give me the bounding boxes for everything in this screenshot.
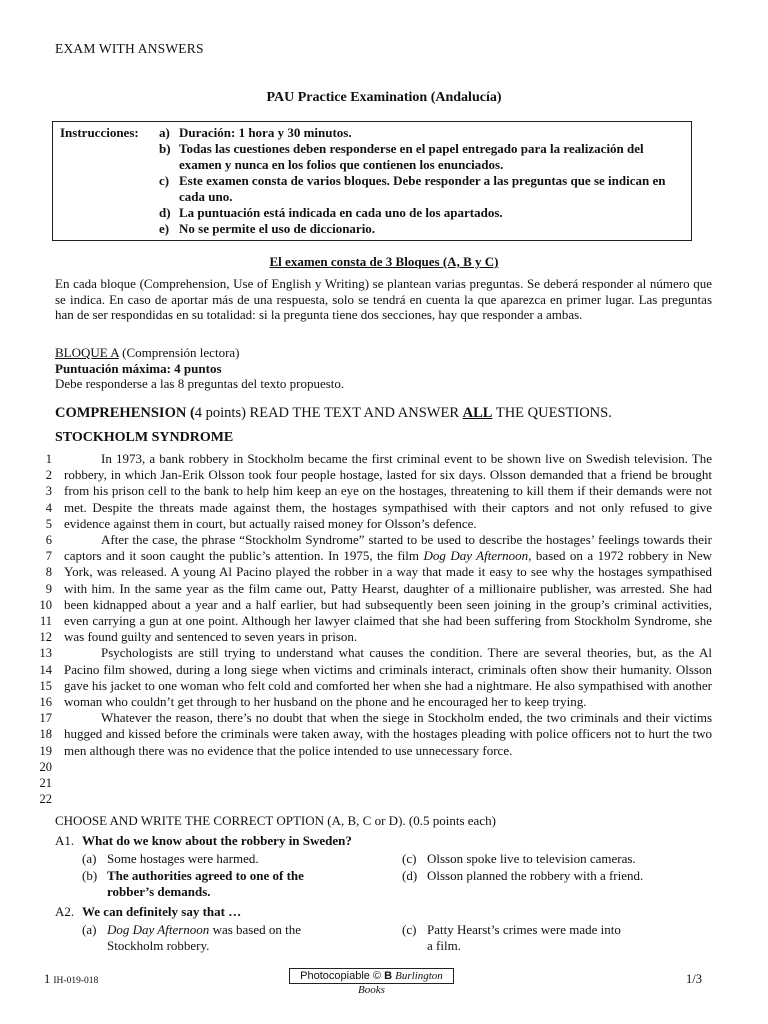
option-letter: (a): [82, 922, 97, 937]
bloques-title: El examen consta de 3 Bloques (A, B y C): [269, 254, 499, 269]
question-number: A2.: [55, 904, 75, 919]
burlington-logo-icon: B: [384, 970, 393, 982]
instruction-text: Todas las cuestiones deben responderse en el papel entregado para la realización del examen y nunca en los folios que contienen los enunciados.: [179, 141, 644, 172]
instruction-text: Duración: 1 hora y 30 minutos.: [179, 125, 352, 140]
question-number: A1.: [55, 833, 75, 848]
bloque-a-points: Puntuación máxima: 4 puntos: [55, 360, 222, 376]
line-number: 17: [39, 711, 52, 726]
line-number: 13: [39, 646, 52, 661]
footer-page-number: 1: [44, 972, 51, 986]
footer-left: [44, 972, 98, 987]
bloque-a-label: BLOQUE A: [55, 345, 119, 360]
line-number: 1: [45, 452, 52, 466]
comprehension-rest: THE QUESTIONS.: [492, 405, 612, 421]
photocopiable-badge: [289, 968, 454, 996]
exam-header-label: EXAM WITH ANSWERS: [55, 41, 204, 56]
option-letter: (d): [402, 868, 418, 883]
bloque-a-note: Debe responderse a las 8 preguntas del texto propuesto.: [55, 376, 345, 391]
line-number: 9: [45, 581, 52, 596]
line-number: 5: [45, 516, 52, 531]
option-text: The authorities agreed to one of the robber’s demands.: [107, 868, 304, 899]
option-text: Olsson planned the robbery with a friend.: [427, 868, 644, 883]
line-numbers: [30, 451, 52, 807]
question-stem: What do we know about the robbery in Sweden?: [82, 833, 352, 848]
instruction-text: Este examen consta de varios bloques. Debe responder a las preguntas que se indican en cada uno.: [179, 173, 666, 204]
exam-title: PAU Practice Examination (Andalucía): [266, 90, 502, 105]
question-a1: [55, 833, 352, 849]
instruction-letter: b): [159, 141, 171, 156]
instruction-letter: e): [159, 221, 170, 236]
film-title: Dog Day Afternoon: [107, 922, 210, 937]
instruction-text: No se permite el uso de diccionario.: [179, 221, 376, 236]
paragraph-3: Psychologists are still trying to understand what causes the condition. There are several theories, but, as the Al Pacino film showed, during a long siege when victims and criminals interact, criminals often show their humanity. Olsson gave his jacket to one woman who felt cold and comforted her when she had a nightmare. He also sympathised with another woman who couldn’t get through to her husband on the phone and he encouraged her to keep trying.: [64, 645, 712, 710]
bloque-a-subtitle: (Comprensión lectora): [118, 345, 240, 360]
publisher-name: Burlington Books: [358, 970, 443, 996]
reading-text: [64, 451, 712, 759]
line-number: 7: [45, 549, 52, 564]
paragraph-4: Whatever the reason, there’s no doubt that when the siege in Stockholm ended, the two criminals and their victims hugged and kissed before the criminals were taken away, with the hostages pleading with police officers not to hurt the two men although there was no evidence that the police intended to use unnecessary force.: [64, 710, 712, 758]
line-number: 14: [39, 662, 52, 677]
paragraph-1: In 1973, a bank robbery in Stockholm became the first criminal event to be shown live on Swedish television. The robbery, in which Jan-Erik Olsson took four people hostage, lasted for six days. Olsson demanded that a friend be brought from his prison cell to the bank to help him keep an eye on the hostages, threatening to kill them if their demands were not met. Despite the threats made against them, the hostages sympathised with their captors and not only refused to give evidence against them in court, but actually raised money for Olsson’s defence.: [64, 451, 712, 531]
option-letter: (b): [82, 868, 98, 883]
footer-page-count: 1/3: [686, 972, 702, 986]
instruction-letter: a): [159, 125, 170, 140]
instructions-box: [52, 121, 692, 241]
paragraph-2: [64, 532, 712, 645]
instruction-item: [159, 173, 679, 205]
line-number: 16: [39, 695, 52, 710]
paragraph-2-part: After the case, the phrase “Stockholm Syndrome” started to be used to describe the hostages’ feelings towards their captors and it soon caught the public’s attention. In 1975, the film: [64, 532, 712, 564]
option-a2-c: [402, 922, 622, 954]
instruction-item: [159, 221, 679, 237]
line-number: 10: [39, 597, 52, 612]
comprehension-points: 4 points) READ THE TEXT AND ANSWER: [194, 405, 463, 421]
option-a2-a: [82, 922, 312, 954]
line-number: 18: [39, 727, 52, 742]
option-letter: (c): [402, 851, 417, 866]
instruction-item: [159, 141, 679, 173]
film-title: Dog Day Afternoon: [423, 548, 529, 564]
line-number: 19: [39, 743, 52, 758]
line-number: 11: [39, 614, 52, 629]
option-text: Patty Hearst’s crimes were made into a film.: [427, 922, 621, 953]
instruction-text: La puntuación está indicada en cada uno de los apartados.: [179, 205, 503, 220]
instructions-label: Instrucciones:: [60, 125, 139, 140]
option-letter: (c): [402, 922, 417, 937]
option-text: [107, 922, 312, 954]
option-a1-b: [82, 868, 312, 900]
option-text: Some hostages were harmed.: [107, 851, 259, 866]
option-a1-a: [82, 851, 312, 867]
line-number: 2: [45, 468, 52, 483]
line-number: 15: [39, 678, 52, 693]
line-number: 6: [45, 533, 52, 548]
comprehension-label: COMPREHENSION (: [55, 405, 195, 421]
paragraph-2-part: , based on a 1972 robbery in New York, was released. A young Al Pacino played the robber in a way that made it easy to see why the hostages sympathised with him. In the same year as the film came out, Patty Hearst, daughter of a millionaire publisher, was arrested. She had been kidnapped about a year and a half earlier, but had subsequently been seen joining in the group’s criminal activities, even carrying a gun at one point. Although her lawyer claimed that she had been suffering from Stockholm Syndrome, she was found guilty and sentenced to seven years in prison.: [64, 548, 712, 645]
questions-instruction: CHOOSE AND WRITE THE CORRECT OPTION (A, B, C or D). (0.5 points each): [55, 813, 496, 828]
instruction-letter: c): [159, 173, 170, 188]
story-title: STOCKHOLM SYNDROME: [55, 430, 234, 445]
photocopiable-label: Photocopiable ©: [300, 970, 382, 982]
intro-paragraph: En cada bloque (Comprehension, Use of English y Writing) se plantean varias preguntas. Se deberá responder al número que se indica. En caso de aportar más de una respuesta, solo se tendrá en cuenta la que aparezca en primer lugar. Las preguntas han de ser respondidas en su totalidad: si la pregunta tiene dos secciones, hay que responder a ambas.: [55, 276, 712, 322]
instruction-letter: d): [159, 205, 171, 220]
option-text: Olsson spoke live to television cameras.: [427, 851, 636, 866]
line-number: 4: [45, 500, 52, 515]
question-a2: [55, 904, 241, 920]
instructions-list: [159, 125, 679, 237]
line-number: 8: [45, 565, 52, 580]
line-number: 21: [39, 776, 52, 791]
line-number: 22: [39, 792, 52, 807]
line-number: 20: [39, 759, 52, 774]
comprehension-all: ALL: [462, 405, 493, 421]
line-number: 3: [45, 484, 52, 499]
comprehension-heading: [55, 405, 612, 422]
instruction-item: [159, 125, 679, 141]
bloque-a-section: [55, 345, 344, 392]
instruction-item: [159, 205, 679, 221]
option-a1-c: [402, 851, 702, 867]
footer-code: IH-019-018: [53, 976, 99, 986]
question-stem: We can definitely say that …: [82, 904, 242, 919]
option-a1-d: [402, 868, 702, 884]
option-letter: (a): [82, 851, 97, 866]
option-text-rest: was based on the Stockholm robbery.: [107, 922, 302, 953]
line-number: 12: [39, 630, 52, 645]
